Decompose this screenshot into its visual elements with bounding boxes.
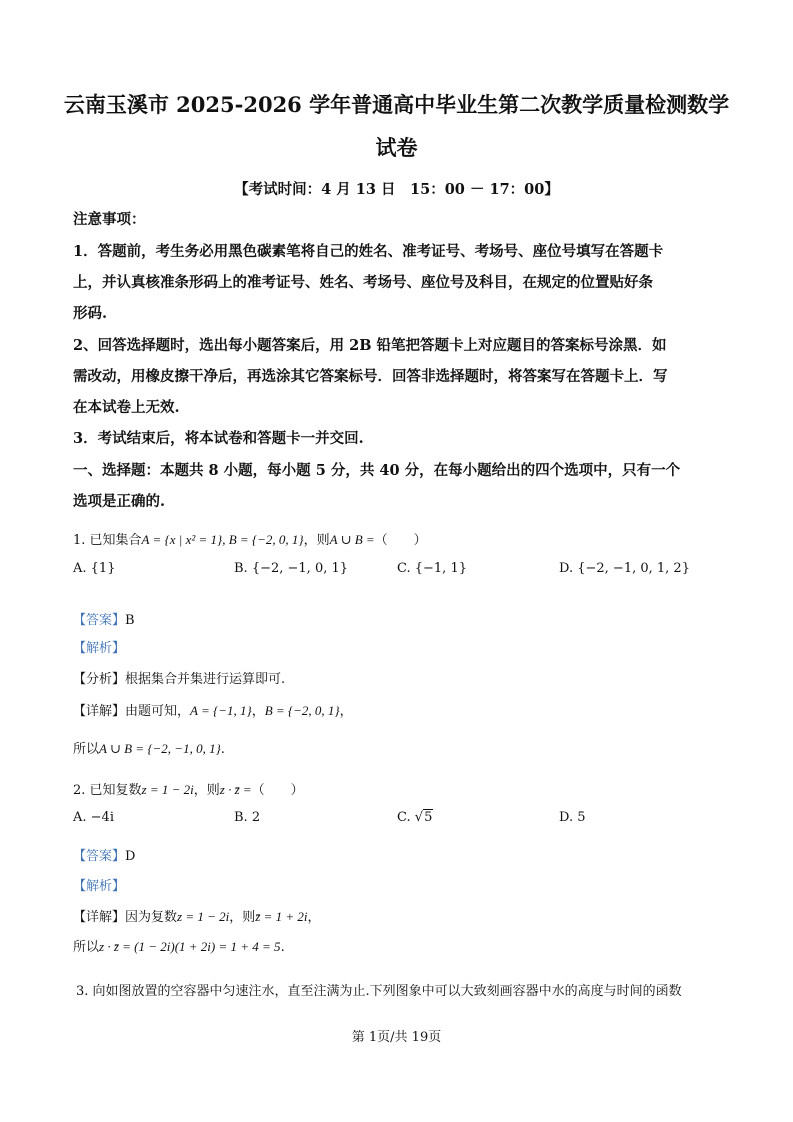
- q2-option-c-value: 5: [424, 810, 433, 825]
- q2-xiangjie-text: 因为复数: [125, 910, 178, 925]
- exam-time: 【考试时间：4 月 13 日 15：00 － 17：00】: [234, 181, 559, 198]
- q1-answer-tag: 【答案】: [73, 613, 126, 628]
- notice-2b: 需改动，用橡皮擦干净后，再选涂其它答案标号．回答非选择题时，将答案写在答题卡上．写: [73, 368, 668, 385]
- q1-result-end: .: [220, 742, 225, 757]
- question-2: [73, 779, 304, 798]
- title-line-1: 云南玉溪市 2025-2026 学年普通高中毕业生第二次教学质量检测数学: [63, 92, 730, 117]
- q2-suoyi: 所以: [73, 940, 100, 955]
- q2-option-c-label: C.: [397, 810, 411, 825]
- q2-result-end: .: [280, 940, 285, 955]
- q2-option-b: B. 2: [234, 810, 261, 825]
- q2-paren: （ ）: [251, 783, 304, 798]
- q1-answer: [73, 609, 135, 628]
- q2-xiangjie-end: ，: [307, 910, 321, 925]
- q2-answer-tag: 【答案】: [73, 849, 126, 864]
- title-line-2: 试卷: [375, 135, 418, 160]
- q1-option-a: A. {1}: [73, 561, 116, 576]
- q1-result: [73, 738, 225, 757]
- q1-mid: ，则: [303, 533, 330, 548]
- q2-mid: ，则: [193, 783, 220, 798]
- q1-set-b: B = {−2, 0, 1}: [264, 703, 340, 718]
- notice-2c: 在本试卷上无效.: [73, 399, 180, 416]
- q1-fenxi: [73, 668, 285, 687]
- q1-set-a: A = {−1, 1}: [190, 703, 252, 718]
- notice-1b: 上，并认真核准条形码上的准考证号、姓名、考场号、座位号及科目，在规定的位置贴好条: [73, 274, 653, 291]
- section-1b: 选项是正确的.: [73, 493, 166, 510]
- notice-2a: 2、回答选择题时，选出每小题答案后，用 2B 铅笔把答题卡上对应题目的答案标号涂黑．如: [73, 337, 667, 354]
- q1-option-b: B. {−2, −1, 0, 1}: [234, 561, 349, 576]
- q1-ask: A ∪ B =: [329, 532, 375, 547]
- notice-heading: 注意事项：: [73, 211, 146, 228]
- q2-ask: z · z̄ =: [219, 782, 252, 797]
- section-1a: 一、选择题：本题共 8 小题，每小题 5 分，共 40 分，在每小题给出的四个选项中，只有一个: [73, 462, 681, 479]
- q1-sep: ，: [251, 704, 265, 719]
- q1-option-d: D. {−2, −1, 0, 1, 2}: [559, 561, 690, 576]
- q2-prefix: 2. 已知复数: [73, 783, 142, 798]
- q2-result: [73, 936, 285, 955]
- q1-xiangjie-end: ，: [339, 704, 353, 719]
- q2-xiangjie-tag: 【详解】: [73, 910, 126, 925]
- q2-result-expr: z · z̄ = (1 − 2i)(1 + 2i) = 1 + 4 = 5: [99, 939, 281, 954]
- q1-suoyi: 所以: [73, 742, 100, 757]
- q1-fenxi-text: 根据集合并集进行运算即可.: [125, 672, 286, 687]
- q2-z: z = 1 − 2i: [177, 909, 230, 924]
- q2-answer: [73, 845, 135, 864]
- q1-expr: A = {x | x² = 1}, B = {−2, 0, 1}: [141, 532, 304, 547]
- page-footer: 第 1页/共 19页: [351, 1030, 442, 1045]
- notice-1c: 形码.: [73, 305, 108, 322]
- q1-answer-value: B: [125, 613, 135, 628]
- q1-prefix: 1. 已知集合: [73, 533, 142, 548]
- q1-xiangjie-text: 由题可知，: [125, 704, 191, 719]
- q1-xiangjie-tag: 【详解】: [73, 704, 126, 719]
- question-3: 3. 向如图放置的空容器中匀速注水，直至注满为止.下列图象中可以大致刻画容器中水的高度与时间的函数: [76, 984, 682, 999]
- sqrt-icon: √: [414, 810, 424, 825]
- q2-zbar: z̄ = 1 + 2i: [255, 909, 308, 924]
- q2-option-a: A. −4i: [73, 810, 114, 825]
- q2-xiangjie: [73, 906, 321, 925]
- q2-expr: z = 1 − 2i: [141, 782, 194, 797]
- q1-paren: （ ）: [374, 533, 427, 548]
- q1-fenxi-tag: 【分析】: [73, 672, 126, 687]
- q2-answer-value: D: [125, 849, 136, 864]
- q2-then: ，则: [229, 910, 256, 925]
- notice-1a: 1．答题前，考生务必用黑色碳素笔将自己的姓名、准考证号、考场号、座位号填写在答题卡: [73, 243, 664, 260]
- q1-xiangjie: [73, 700, 353, 719]
- notice-3: 3．考试结束后，将本试卷和答题卡一并交回.: [73, 430, 364, 447]
- q2-option-c: [397, 810, 433, 825]
- q2-option-d: D. 5: [559, 810, 586, 825]
- q1-result-expr: A ∪ B = {−2, −1, 0, 1}: [99, 741, 221, 756]
- question-1: [73, 529, 427, 548]
- q1-option-c: C. {−1, 1}: [397, 561, 467, 576]
- q1-analysis-tag: 【解析】: [73, 641, 126, 656]
- q2-analysis-tag: 【解析】: [73, 879, 126, 894]
